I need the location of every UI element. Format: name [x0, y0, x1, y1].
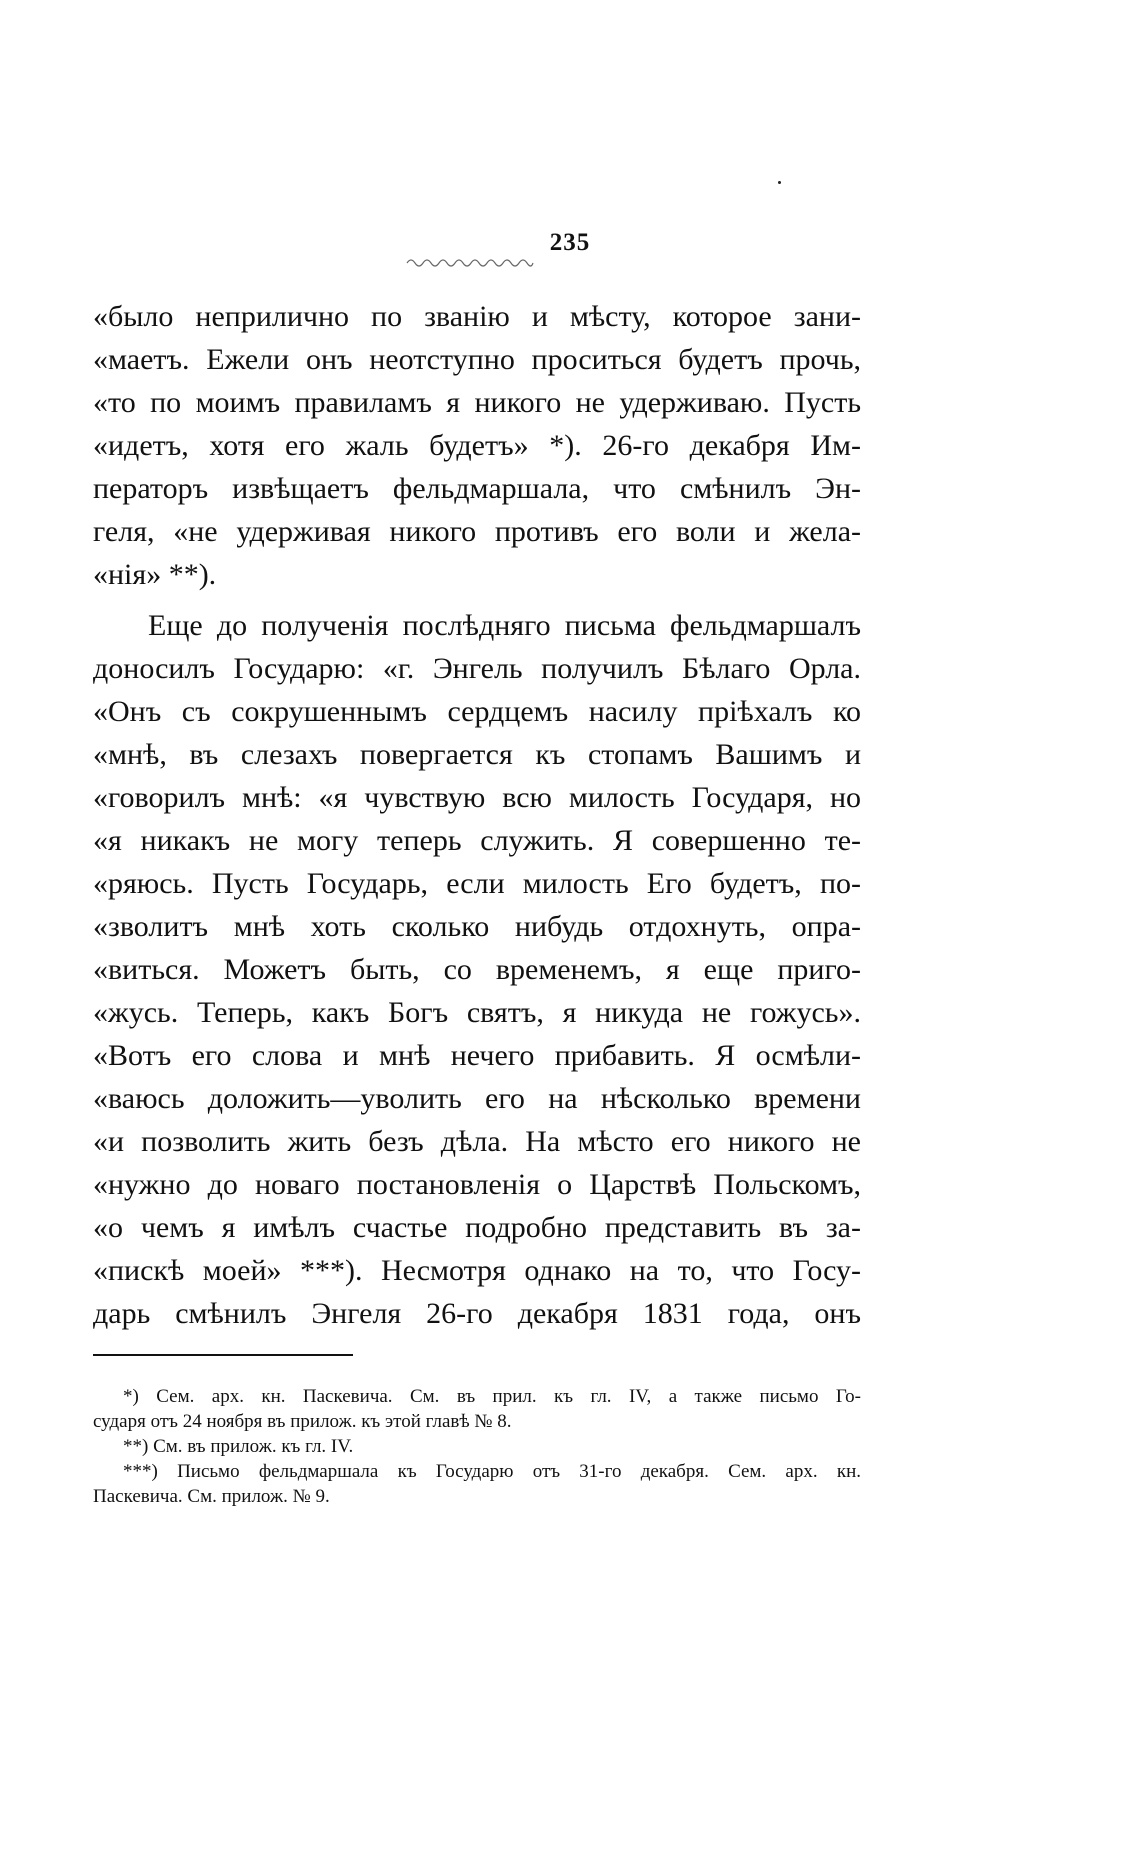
text-line: «было неприлично по званію и мѣсту, которое зани-	[93, 300, 861, 333]
footnote-line: ***) Письмо фельдмаршала къ Государю отъ 31-го декабря. Сем. арх. кн.	[123, 1461, 861, 1482]
footnote-line: **) См. въ прилож. къ гл. IV.	[123, 1436, 354, 1457]
text-line: «жусь. Теперь, какъ Богъ святъ, я никуда не гожусь».	[93, 996, 861, 1029]
text-line: «зволитъ мнѣ хоть сколько нибудь отдохнуть, опра-	[93, 910, 861, 943]
text-line: «Вотъ его слова и мнѣ нечего прибавить. Я осмѣли-	[93, 1039, 861, 1072]
page-number: 235	[549, 229, 591, 256]
footnote-line: *) Сем. арх. кн. Паскевича. См. въ прил. къ гл. IV, а также письмо Го-	[123, 1386, 861, 1407]
text-line: «ряюсь. Пусть Государь, если милость Его будетъ, по-	[93, 867, 861, 900]
text-line: «пискѣ моей» ***). Несмотря однако на то, что Госу-	[93, 1254, 861, 1287]
footnote-line: сударя отъ 24 ноября въ прилож. къ этой главѣ № 8.	[93, 1411, 512, 1432]
text-line: геля, «не удерживая никого противъ его воли и жела-	[93, 515, 861, 548]
text-line: «ваюсь доложить—уволить его на нѣсколько времени	[93, 1082, 861, 1115]
text-line: Еще до полученія послѣдняго письма фельдмаршалъ	[148, 609, 861, 642]
text-line: «мнѣ, въ слезахъ повергается къ стопамъ Вашимъ и	[93, 738, 861, 771]
text-line: «то по моимъ правиламъ я никого не удерживаю. Пусть	[93, 386, 861, 419]
footnote-line: Паскевича. См. прилож. № 9.	[93, 1486, 330, 1507]
page-number-ornament	[405, 255, 535, 269]
text-line: доносилъ Государю: «г. Энгель получилъ Бѣлаго Орла.	[93, 652, 861, 685]
footnote-divider	[93, 1354, 353, 1356]
text-line: «маетъ. Ежели онъ неотступно проситься будетъ прочь,	[93, 343, 861, 376]
text-line: ператоръ извѣщаетъ фельдмаршала, что смѣнилъ Эн-	[93, 472, 861, 505]
text-line: «Онъ съ сокрушеннымъ сердцемъ насилу пріѣхалъ ко	[93, 695, 861, 728]
text-line: «нужно до новаго постановленія о Царствѣ Польскомъ,	[93, 1168, 861, 1201]
main-text	[93, 295, 861, 1335]
text-line: «идетъ, хотя его жаль будетъ» *). 26-го декабря Им-	[93, 429, 861, 462]
text-line: «говорилъ мнѣ: «я чувствую всю милость Государя, но	[93, 781, 861, 814]
text-line: «и позволить жить безъ дѣла. На мѣсто его никого не	[93, 1125, 861, 1158]
text-line: «я никакъ не могу теперь служить. Я совершенно те-	[93, 824, 861, 857]
footnotes	[93, 1384, 861, 1509]
text-line: «нія» **).	[93, 558, 217, 591]
print-speck	[778, 181, 781, 184]
text-line: «о чемъ я имѣлъ счастье подробно представить въ за-	[93, 1211, 861, 1244]
text-line: дарь смѣнилъ Энгеля 26-го декабря 1831 года, онъ	[93, 1297, 861, 1330]
text-line: «виться. Можетъ быть, со временемъ, я еще приго-	[93, 953, 861, 986]
